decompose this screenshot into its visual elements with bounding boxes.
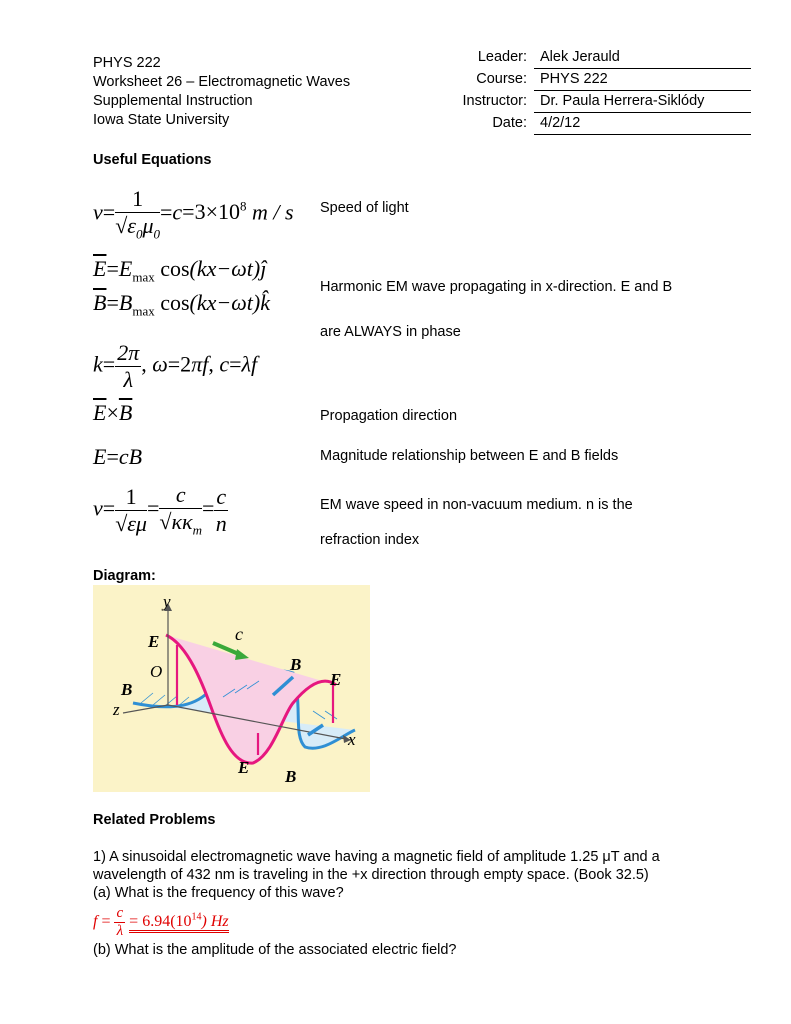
e-label-bottom: E (238, 758, 250, 777)
speed-desc: Speed of light (320, 200, 409, 216)
header-line: Worksheet 26 – Electromagnetic Waves (93, 74, 351, 90)
problem-1-line2: wavelength of 432 nm is traveling in the +x direction through empty space. (Book 32.5) (93, 867, 649, 883)
problem-1-line1: 1) A sinusoidal electromagnetic wave having a magnetic field of amplitude 1.25 μT and a (93, 849, 660, 865)
meta-divider (534, 112, 751, 113)
diagram-heading: Diagram: (93, 568, 156, 584)
e-label-left: E (148, 632, 160, 651)
origin-label: O (150, 662, 163, 681)
c-label: c (235, 624, 243, 644)
meta-divider (534, 134, 751, 135)
instructor-value: Dr. Paula Herrera-Siklódy (540, 93, 705, 109)
date-label: Date: (492, 115, 527, 131)
equation-magnitude: E=cB (93, 444, 143, 469)
equation-medium-speed: v= $\frac{1}{√\varepsilon\mu}$ = $\frac{c}{√\kappa\kappa_m}$ = $\frac{c}{n}$ (93, 482, 227, 538)
em-wave-diagram (93, 585, 370, 792)
problem-1-answer-a: f = $\frac{c}{\lambda}$ = $6.94(10^{14})$ Hz (93, 905, 229, 939)
document-header (93, 54, 350, 130)
y-label: y (163, 592, 171, 611)
b-label-top: B (290, 655, 302, 674)
equation-wave-relations: k= $\frac{2\pi}{\lambda}$ , ω=2πf, c=λf (93, 340, 258, 392)
x-label: x (348, 730, 356, 749)
meta-divider (534, 68, 751, 69)
answer-exponent: 14 (191, 911, 202, 923)
leader-label: Leader: (477, 49, 527, 65)
header-line: Supplemental Instruction (93, 93, 253, 109)
header-line: PHYS 222 (93, 55, 161, 71)
course-value: PHYS 222 (540, 71, 608, 87)
date-value: 4/2/12 (540, 115, 581, 131)
magnitude-desc: Magnitude relationship between E and B fields (320, 448, 619, 464)
problem-1-part-b: (b) What is the amplitude of the associated electric field? (93, 942, 457, 958)
answer-unit: ) Hz (201, 913, 229, 931)
instructor-label: Instructor: (462, 93, 527, 109)
course-label: Course: (476, 71, 527, 87)
equation-b-field: $\overline{B}=B_{max}$ cos(kx−ωt)k̂ (93, 290, 270, 319)
e-label-right: E (330, 670, 342, 689)
header-line: Iowa State University (93, 112, 230, 128)
medium-desc-line1: EM wave speed in non-vacuum medium. n is the (320, 497, 633, 513)
z-label: z (113, 700, 120, 719)
harmonic-desc-line1: Harmonic EM wave propagating in x-direction. E and B (320, 279, 673, 295)
equation-e-field: $\overline{E}=E_{max}$ cos(kx−ωt)ĵ (93, 256, 267, 285)
problems-heading: Related Problems (93, 812, 216, 828)
equations-heading: Useful Equations (93, 152, 212, 168)
propagation-desc: Propagation direction (320, 408, 458, 424)
medium-desc-line2: refraction index (320, 532, 420, 548)
problem-1 (93, 848, 733, 902)
harmonic-desc-line2: are ALWAYS in phase (320, 324, 461, 340)
equation-speed-of-light: v= $\frac{1}{√\varepsilon_0\mu_0}$ $=c=3\times 10^8$ m / s (93, 186, 294, 242)
equation-cross-product: $\overline{E}\times\overline{B}$ (93, 400, 133, 425)
problem-1-part-a: (a) What is the frequency of this wave? (93, 885, 344, 901)
b-label-left: B (121, 680, 133, 699)
leader-value: Alek Jerauld (540, 49, 620, 65)
meta-divider (534, 90, 751, 91)
answer-value: 6.94(10 (142, 913, 192, 931)
b-label-bottom: B (285, 767, 297, 786)
